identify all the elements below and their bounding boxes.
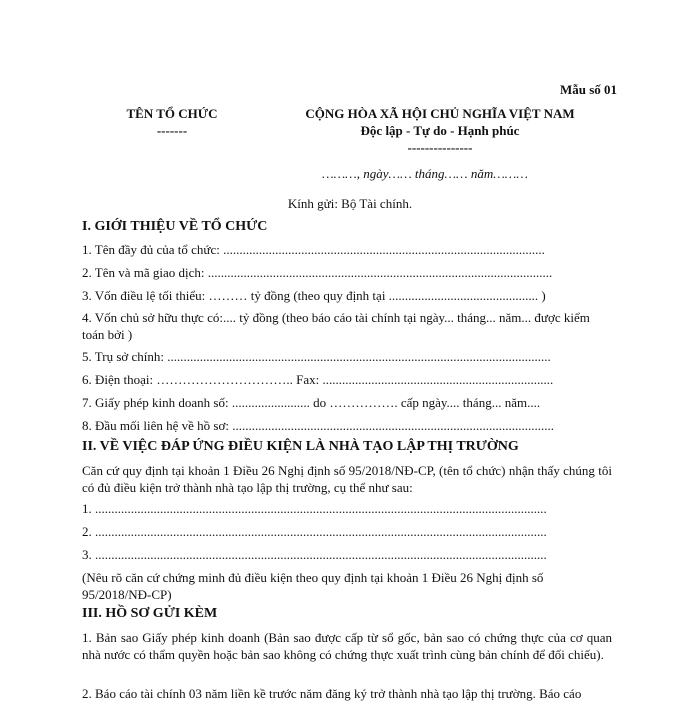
- section-2-item-3: 3. ...........................................................................................................................................: [82, 547, 547, 562]
- national-header: [270, 105, 610, 156]
- organization-name: TÊN TỔ CHỨC: [126, 106, 218, 121]
- section-3-title: III. HỒ SƠ GỬI KÈM: [82, 606, 218, 621]
- section-1-item-6: 6. Điện thoại: ………………………….. Fax: .......................................................................: [82, 372, 554, 387]
- recipient-line: Kính gửi: Bộ Tài chính.: [287, 196, 413, 211]
- form-number: Mẫu số 01: [559, 82, 617, 97]
- section-1-item-8: 8. Đầu mối liên hệ về hồ sơ: ...................................................................................................: [82, 418, 554, 433]
- section-2-title: II. VỀ VIỆC ĐÁP ỨNG ĐIỀU KIỆN LÀ NHÀ TẠO LẬP THỊ TRƯỜNG: [82, 439, 519, 454]
- section-1-item-3: 3. Vốn điều lệ tối thiểu: ……… tỷ đồng (theo quy định tại .............................................. ): [82, 288, 546, 303]
- section-1-title: I. GIỚI THIỆU VỀ TỔ CHỨC: [82, 219, 268, 234]
- nation-name: CỘNG HÒA XÃ HỘI CHỦ NGHĨA VIỆT NAM: [305, 106, 575, 121]
- section-3-item-2: 2. Báo cáo tài chính 03 năm liền kề trước năm đăng ký trở thành nhà tạo lập thị trường. Báo cáo: [82, 686, 582, 701]
- section-3-item-1: 1. Bản sao Giấy phép kinh doanh (Bản sao được cấp từ sổ gốc, bản sao có chứng thực của cơ quan nhà nước có thẩm quyền hoặc bản sao không có chứng thực xuất trình cùng bản chính để đối chiếu).: [82, 630, 612, 662]
- section-1-item-2: 2. Tên và mã giao dịch: ..........................................................................................................: [82, 265, 553, 280]
- section-1-item-4: 4. Vốn chủ sở hữu thực có:.... tỷ đồng (theo báo cáo tài chính tại ngày... tháng... năm... được kiểm toán bởi ): [82, 310, 590, 342]
- nation-motto: Độc lập - Tự do - Hạnh phúc: [360, 123, 520, 138]
- section-2-item-2: 2. ...........................................................................................................................................: [82, 524, 547, 539]
- section-1-item-1: 1. Tên đầy đủ của tổ chức: ...................................................................................................: [82, 242, 545, 257]
- section-1-item-5: 5. Trụ sở chính: ......................................................................................................................: [82, 349, 551, 364]
- date-line: ………, ngày…… tháng…… năm………: [322, 166, 528, 181]
- section-2-item-1: 1. ...........................................................................................................................................: [82, 501, 547, 516]
- section-1-item-7: 7. Giấy phép kinh doanh số: ........................ do ……………. cấp ngày.... tháng... năm....: [82, 395, 541, 410]
- section-2-note: (Nêu rõ căn cứ chứng minh đủ điều kiện theo quy định tại khoản 1 Điều 26 Nghị định số 95/2018/NĐ-CP): [82, 570, 544, 602]
- motto-separator: ---------------: [407, 140, 473, 155]
- section-2-intro: Căn cứ quy định tại khoản 1 Điều 26 Nghị định số 95/2018/NĐ-CP, (tên tổ chức) nhận thấy chúng tôi có đủ điều kiện trở thành nhà tạo lập thị trường, cụ thể như sau:: [82, 463, 612, 495]
- organization-header: [112, 105, 232, 139]
- organization-separator: -------: [156, 123, 188, 138]
